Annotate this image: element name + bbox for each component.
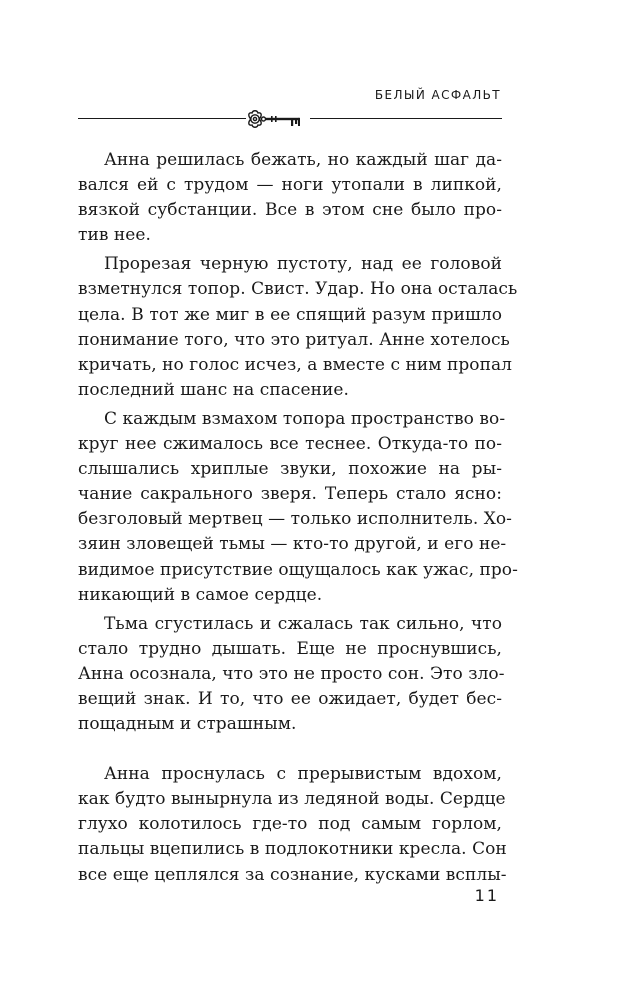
text-line: понимание того, что это ритуал. Анне хотелось — [78, 329, 510, 350]
text-line: Анна осознала, что это не просто сон. Это зло- — [78, 663, 505, 684]
text-line: все еще цеплялся за сознание, кусками всплы- — [78, 864, 507, 885]
header-rule-right-line — [310, 118, 502, 119]
header-rule-left-line — [78, 118, 246, 119]
running-head-title: БЕЛЫЙ АСФАЛЬТ — [374, 88, 501, 102]
text-line: вязкой субстанции. Все в этом сне было про- — [78, 200, 502, 221]
text-line: глухо колотилось где-то под самым горлом, — [78, 814, 502, 835]
text-line: кричать, но голос исчез, а вместе с ним пропал — [78, 354, 512, 375]
text-line: Анна решилась бежать, но каждый шаг да- — [104, 150, 502, 170]
text-line: цела. В тот же миг в ее спящий разум пришло — [78, 304, 502, 325]
text-line: безголовый мертвец — только исполнитель. Хо- — [78, 509, 512, 530]
paragraph-3 — [78, 407, 518, 608]
text-line: видимое присутствие ощущалось как ужас, про- — [78, 559, 518, 580]
text-line: зяин зловещей тьмы — кто-то другой, и его не- — [78, 534, 507, 555]
header-rule — [78, 108, 502, 130]
text-line: С каждым взмахом топора пространство во- — [104, 408, 506, 429]
text-line: вещий знак. И то, что ее ожидает, будет бес- — [78, 688, 502, 709]
text-line: как будто вынырнула из ледяной воды. Сердце — [78, 789, 506, 810]
text-line: никающий в самое сердце. — [78, 584, 323, 605]
paragraph-4 — [78, 612, 505, 737]
page-number: 11 — [474, 886, 499, 905]
skeleton-key-icon — [246, 108, 310, 130]
text-line: Анна проснулась с прерывистым вдохом, — [104, 764, 502, 785]
paragraph-1 — [78, 148, 502, 248]
text-line: вался ей с трудом — ноги утопали в липкой, — [78, 175, 502, 196]
text-line: чание сакрального зверя. Теперь стало ясно: — [78, 484, 502, 505]
text-line: тив нее. — [78, 225, 151, 246]
text-line: стало трудно дышать. Еще не проснувшись, — [78, 638, 502, 659]
text-line: пощадным и страшным. — [78, 714, 297, 735]
paragraph-2 — [78, 252, 518, 403]
paragraph-5 — [78, 762, 507, 887]
body-text — [78, 148, 518, 888]
text-line: Тьма сгустилась и сжалась так сильно, что — [104, 613, 502, 634]
text-line: Прорезая черную пустоту, над ее головой — [104, 254, 502, 275]
text-line: слышались хриплые звуки, похожие на ры- — [78, 459, 502, 480]
text-line: пальцы вцепились в подлокотники кресла. Сон — [78, 839, 507, 860]
text-line: последний шанс на спасение. — [78, 379, 349, 400]
text-line: круг нее сжималось все теснее. Откуда-то по- — [78, 434, 502, 455]
text-line: взметнулся топор. Свист. Удар. Но она осталась — [78, 279, 518, 300]
